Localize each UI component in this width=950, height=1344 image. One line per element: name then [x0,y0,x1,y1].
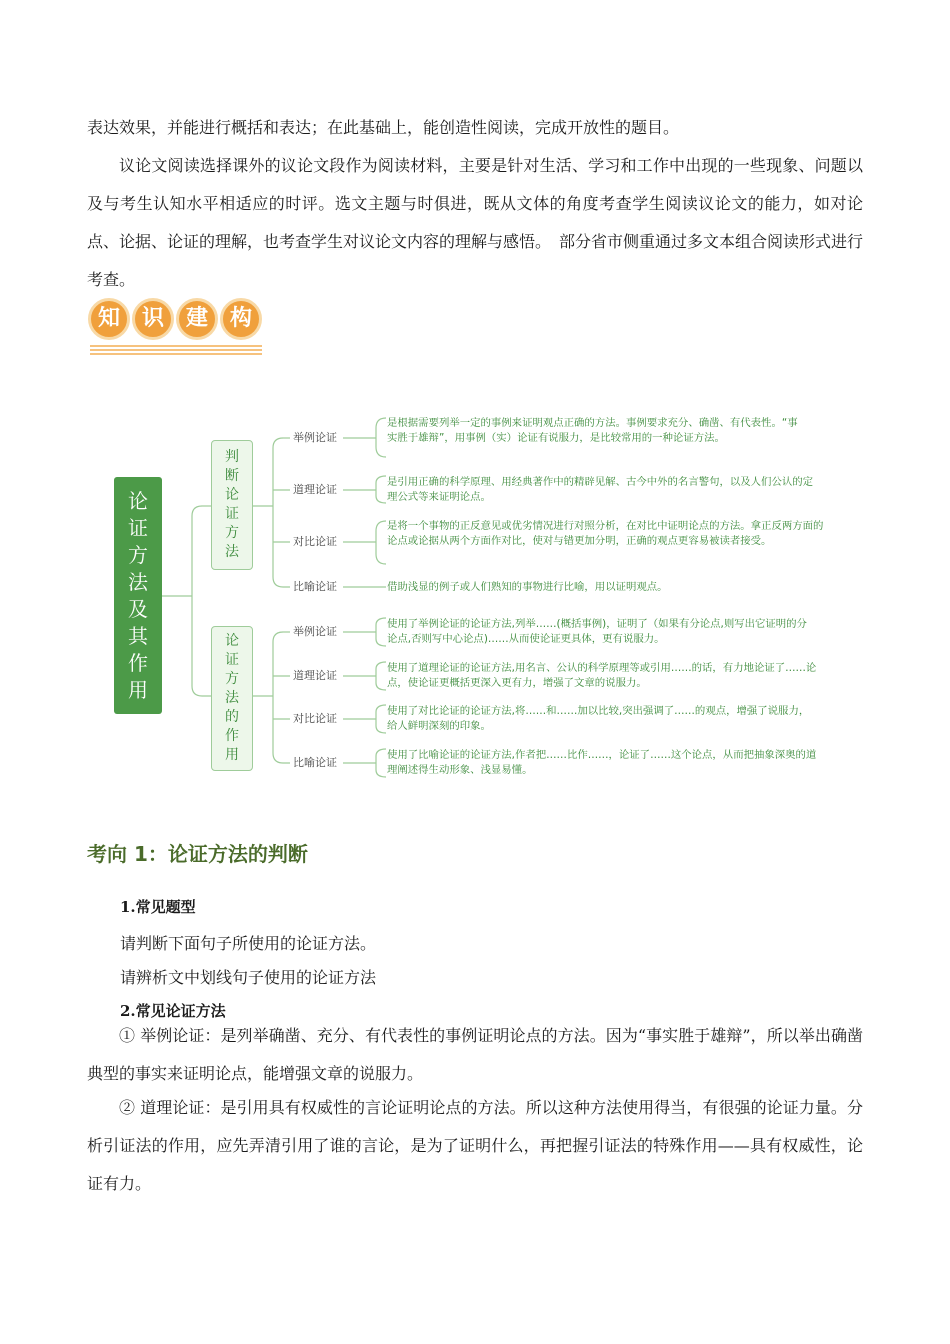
section-heading: 考向 1：论证方法的判断 [87,842,308,866]
leaf-description: 使用了对比论证的论证方法,将……和……加以比较,突出强调了……的观点，增强了说服力，给人鲜明深刻的印象。 [387,705,810,732]
leaf-label: 对比论证 [293,712,337,725]
method-example: ① 举例论证：是列举确凿、充分、有代表性的事例证明论点的方法。因为“事实胜于雄辩”，所以举出确凿典型的事实来证明论点，能增强文章的说服力。 [87,1026,863,1083]
branch-char: 论 [225,633,239,649]
branch-char: 用 [225,747,239,763]
root-char: 方 [128,542,148,567]
root-char: 论 [128,488,148,513]
leaf-description: 使用了道理论证的论证方法,用名言、公认的科学原理等或引用……的话，有力地论证了……论点，使论证更概括更深入更有力，增强了文章的说服力。 [387,662,817,689]
intro-paragraph: 议论文阅读选择课外的议论文段作为阅读材料，主要是针对生活、学习和工作中出现的一些现象、问题以及与考生认知水平相适应的时评。选文主题与时俱进，既从文体的角度考查学生阅读议论文的能力，如对论点、论据、论证的理解，也考查学生对议论文内容的理解与感悟。 部分省市侧重通过多文本组合阅读形式进行考查。 [87,156,864,289]
badge-char: 构 [220,298,262,340]
leaf-label: 道理论证 [293,483,337,496]
root-char: 证 [128,515,148,540]
badge-char: 知 [88,298,130,340]
branch-char: 断 [225,468,239,484]
branch-char: 法 [225,544,239,560]
leaf-description: 是根据需要列举一定的事例来证明观点正确的方法。事例要求充分、确凿、有代表性。“事实胜于雄辩”，用事例（实）论证有说服力，是比较常用的一种论证方法。 [387,417,798,444]
root-char: 及 [128,596,148,621]
root-char: 作 [128,650,148,675]
intro-line: 表达效果，并能进行概括和表达；在此基础上，能创造性阅读，完成开放性的题目。 [87,118,680,137]
branch-char: 证 [225,652,239,668]
branch-char: 方 [225,671,239,687]
root-char: 用 [128,677,148,702]
root-char: 法 [128,569,148,594]
leaf-label: 对比论证 [293,535,337,548]
leaf-description: 借助浅显的例子或人们熟知的事物进行比喻，用以证明观点。 [387,581,668,593]
leaf-label: 比喻论证 [293,756,337,769]
method-reasoning: ② 道理论证：是引用具有权威性的言论证明论点的方法。所以这种方法使用得当，有很强的论证力量。分析引证法的作用，应先弄清引用了谁的言论，是为了证明什么，再把握引证法的特殊作用——具有权威性，论证有力。 [87,1098,863,1193]
leaf-label: 道理论证 [293,669,337,682]
question-type-line: 请辨析文中划线句子使用的论证方法 [120,968,377,987]
leaf-description: 使用了比喻论证的论证方法,作者把……比作……，论证了……这个论点，从而把抽象深奥的道理阐述得生动形象、浅显易懂。 [387,749,817,776]
mindmap-branch-effect [211,626,253,771]
branch-char: 法 [225,690,239,706]
leaf-description: 是将一个事物的正反意见或优劣情况进行对照分析，在对比中证明论点的方法。拿正反两方面的论点或论据从两个方面作对比，使对与错更加分明，正确的观点更容易被读者接受。 [387,520,824,547]
root-char: 其 [128,623,148,648]
mindmap-branch-judge [211,440,253,570]
leaf-label: 举例论证 [293,625,337,638]
branch-char: 论 [225,487,239,503]
branch-char: 方 [225,525,239,541]
badge-char: 识 [132,298,174,340]
leaf-label: 举例论证 [293,431,337,444]
leaf-label: 比喻论证 [293,580,337,593]
subheading-question-types: 1.常见题型 [120,898,196,916]
leaf-description: 是引用正确的科学原理、用经典著作中的精辟见解、古今中外的名言警句，以及人们公认的定理公式等来证明论点。 [387,476,814,503]
question-type-line: 请判断下面句子所使用的论证方法。 [120,934,377,953]
mindmap-root [114,477,162,714]
branch-char: 证 [225,506,239,522]
branch-char: 的 [225,709,239,725]
branch-char: 作 [225,728,239,744]
leaf-description: 使用了举例论证的论证方法,列举……(概括事例)，证明了（如果有分论点,则写出它证明的分论点,否则写中心论点)……从而使论证更具体，更有说服力。 [387,618,807,645]
branch-char: 判 [225,449,239,465]
subheading-methods: 2.常见论证方法 [120,1002,226,1020]
badge-char: 建 [176,298,218,340]
